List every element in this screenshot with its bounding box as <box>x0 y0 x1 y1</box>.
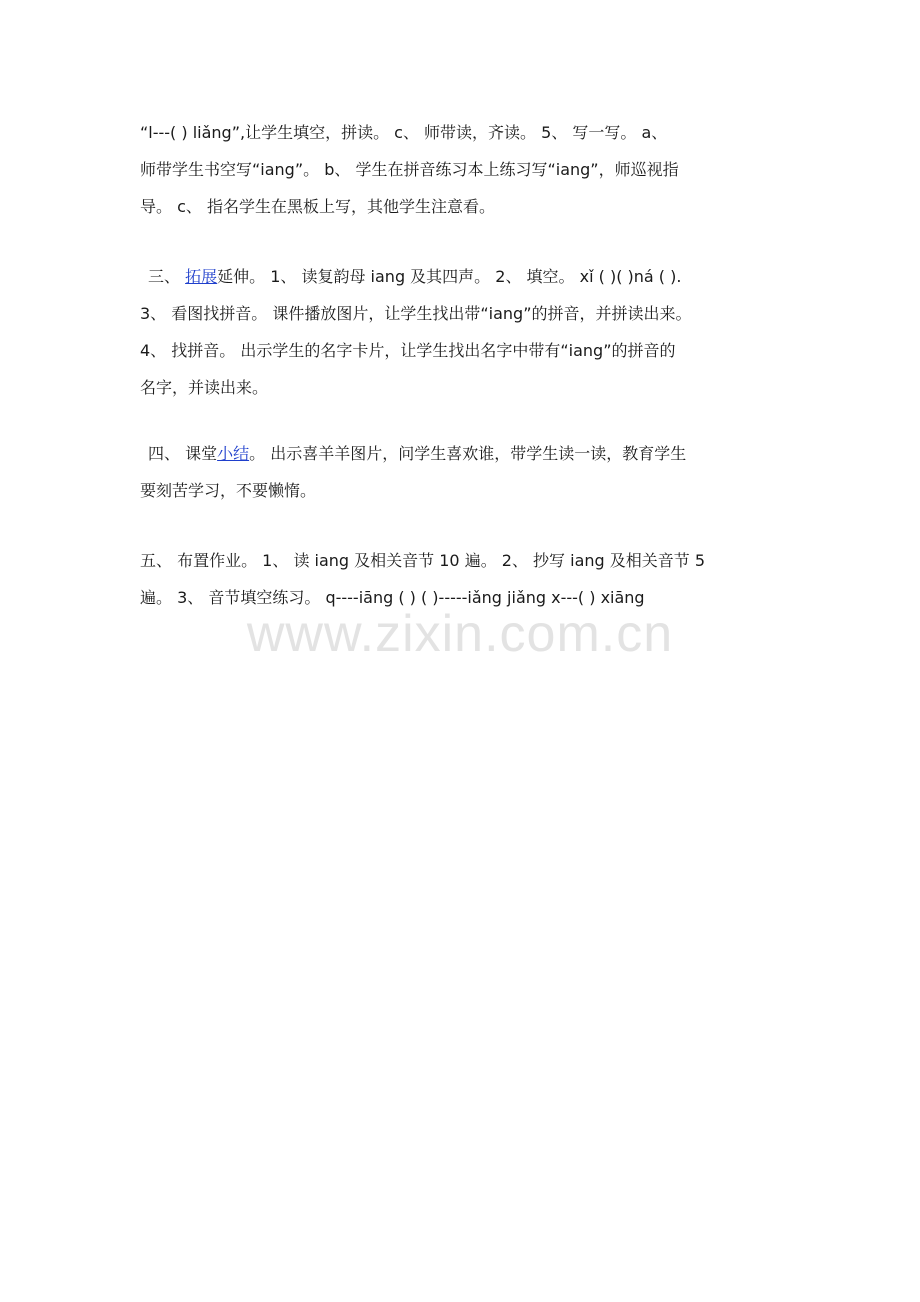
paragraph-step-4-5 <box>140 114 790 225</box>
text-line: 导。 c、 指名学生在黑板上写，其他学生注意看。 <box>140 197 495 216</box>
text-line: 五、 布置作业。 1、 读 iang 及相关音节 10 遍。 2、 抄写 iang 及相关音节 5 <box>140 551 706 570</box>
text-segment: 。 出示喜羊羊图片，问学生喜欢谁，带学生读一读，教育学生 <box>249 444 687 463</box>
text-line: “l---( ) liǎng”,让学生填空，拼读。 c、 师带读，齐读。 5、 写一写。 a、 <box>140 123 668 142</box>
text-line: 师带学生书空写“iang”。 b、 学生在拼音练习本上练习写“iang”，师巡视指 <box>140 160 679 179</box>
section-number: 三、 <box>148 267 186 286</box>
summary-link[interactable]: 小结 <box>217 444 250 463</box>
extension-link[interactable]: 拓展 <box>185 267 218 286</box>
text-segment: 延伸。 1、 读复韵母 iang 及其四声。 2、 填空。 xǐ ( )( )ná ( ). <box>217 267 682 286</box>
section-number: 四、 课堂 <box>148 444 218 463</box>
text-line <box>140 258 790 295</box>
text-line <box>140 435 790 472</box>
text-line: 4、 找拼音。 出示学生的名字卡片，让学生找出名字中带有“iang”的拼音的 <box>140 341 676 360</box>
text-line: 3、 看图找拼音。 课件播放图片，让学生找出带“iang”的拼音，并拼读出来。 <box>140 304 692 323</box>
text-line: 名字，并读出来。 <box>140 378 269 397</box>
text-line: 遍。 3、 音节填空练习。 q----iāng ( ) ( )-----iǎng jiǎng x---( ) xiāng <box>140 588 645 607</box>
text-line: 要刻苦学习，不要懒惰。 <box>140 481 317 500</box>
watermark: www.zixin.com.cn <box>246 605 674 663</box>
paragraph-extension <box>140 258 790 406</box>
paragraph-summary <box>140 435 790 509</box>
